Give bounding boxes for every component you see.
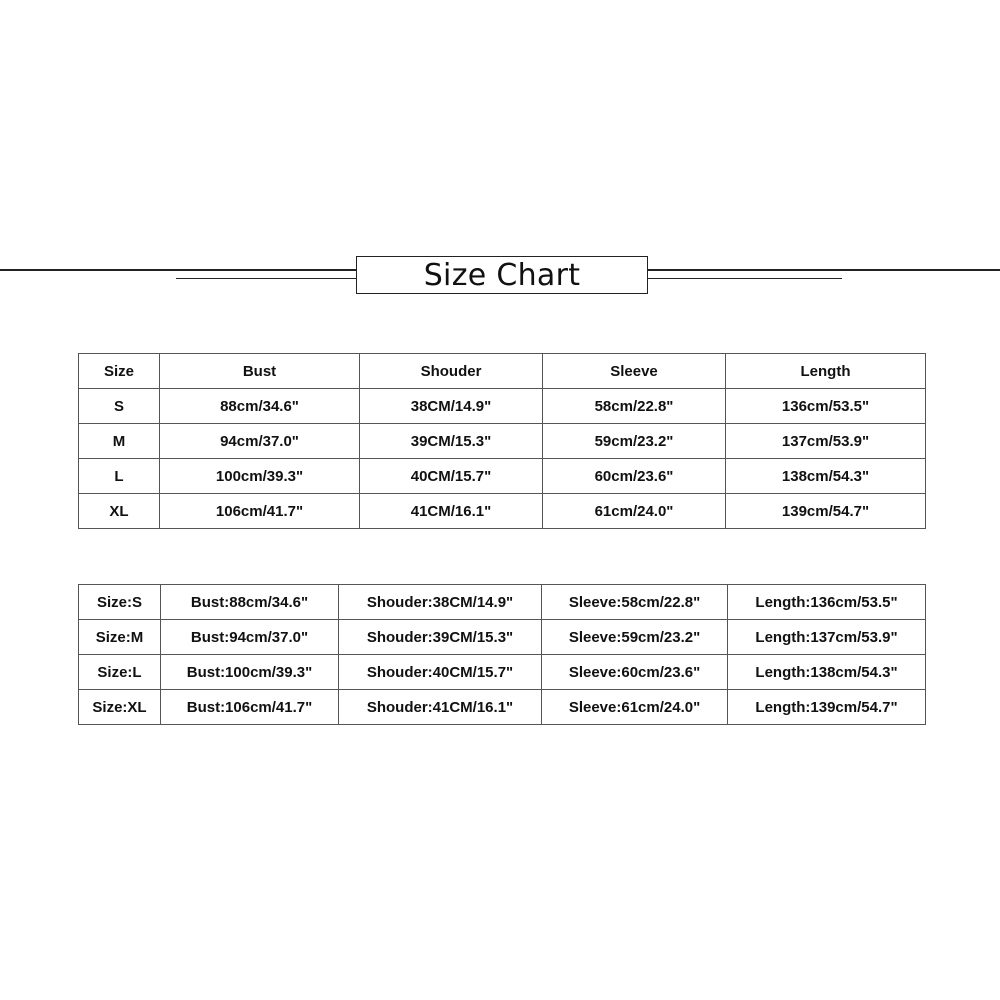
title-rule-right-long — [648, 269, 1000, 271]
table-row — [79, 424, 926, 459]
table-cell: Shouder:39CM/15.3" — [339, 620, 542, 655]
table-cell: Length:136cm/53.5" — [728, 585, 926, 620]
header-cell: Size — [79, 354, 160, 389]
table-cell: 100cm/39.3" — [160, 459, 360, 494]
table-row — [79, 494, 926, 529]
table-row — [79, 655, 926, 690]
table-row — [79, 389, 926, 424]
table-cell: S — [79, 389, 160, 424]
table-cell: 38CM/14.9" — [360, 389, 543, 424]
table-row — [79, 585, 926, 620]
table-cell: 88cm/34.6" — [160, 389, 360, 424]
title-rule-right-short — [648, 278, 842, 279]
table-cell: 138cm/54.3" — [726, 459, 926, 494]
table-cell: Length:139cm/54.7" — [728, 690, 926, 725]
title-frame — [356, 256, 648, 294]
table-header-row — [79, 354, 926, 389]
title-rule-left-long — [0, 269, 356, 271]
table-cell: 139cm/54.7" — [726, 494, 926, 529]
table-cell: 106cm/41.7" — [160, 494, 360, 529]
table-cell: Size:M — [79, 620, 161, 655]
table-cell: Sleeve:59cm/23.2" — [542, 620, 728, 655]
table-cell: Size:S — [79, 585, 161, 620]
table-cell: 59cm/23.2" — [543, 424, 726, 459]
table-row — [79, 690, 926, 725]
table-cell: Shouder:40CM/15.7" — [339, 655, 542, 690]
table-cell: Shouder:41CM/16.1" — [339, 690, 542, 725]
table-cell: Sleeve:61cm/24.0" — [542, 690, 728, 725]
size-table-inline — [78, 584, 926, 725]
table-cell: Length:137cm/53.9" — [728, 620, 926, 655]
table-cell: 58cm/22.8" — [543, 389, 726, 424]
table-cell: 61cm/24.0" — [543, 494, 726, 529]
table-cell: Bust:94cm/37.0" — [161, 620, 339, 655]
table-cell: L — [79, 459, 160, 494]
table-cell: 60cm/23.6" — [543, 459, 726, 494]
table-row — [79, 459, 926, 494]
table-cell: Bust:100cm/39.3" — [161, 655, 339, 690]
header-cell: Shouder — [360, 354, 543, 389]
header-cell: Sleeve — [543, 354, 726, 389]
table-cell: Shouder:38CM/14.9" — [339, 585, 542, 620]
table-cell: Sleeve:60cm/23.6" — [542, 655, 728, 690]
table-cell: 39CM/15.3" — [360, 424, 543, 459]
page-title: Size Chart — [423, 257, 581, 293]
table-cell: 94cm/37.0" — [160, 424, 360, 459]
table-cell: Sleeve:58cm/22.8" — [542, 585, 728, 620]
table-cell: Bust:88cm/34.6" — [161, 585, 339, 620]
table-cell: Size:XL — [79, 690, 161, 725]
table-cell: 137cm/53.9" — [726, 424, 926, 459]
table-row — [79, 620, 926, 655]
table-cell: 136cm/53.5" — [726, 389, 926, 424]
table-cell: Size:L — [79, 655, 161, 690]
table-cell: M — [79, 424, 160, 459]
table-cell: XL — [79, 494, 160, 529]
size-table-grid — [78, 353, 926, 529]
table-cell: Length:138cm/54.3" — [728, 655, 926, 690]
header-cell: Length — [726, 354, 926, 389]
table-cell: 40CM/15.7" — [360, 459, 543, 494]
table-cell: 41CM/16.1" — [360, 494, 543, 529]
header-cell: Bust — [160, 354, 360, 389]
table-cell: Bust:106cm/41.7" — [161, 690, 339, 725]
title-rule-left-short — [176, 278, 356, 279]
